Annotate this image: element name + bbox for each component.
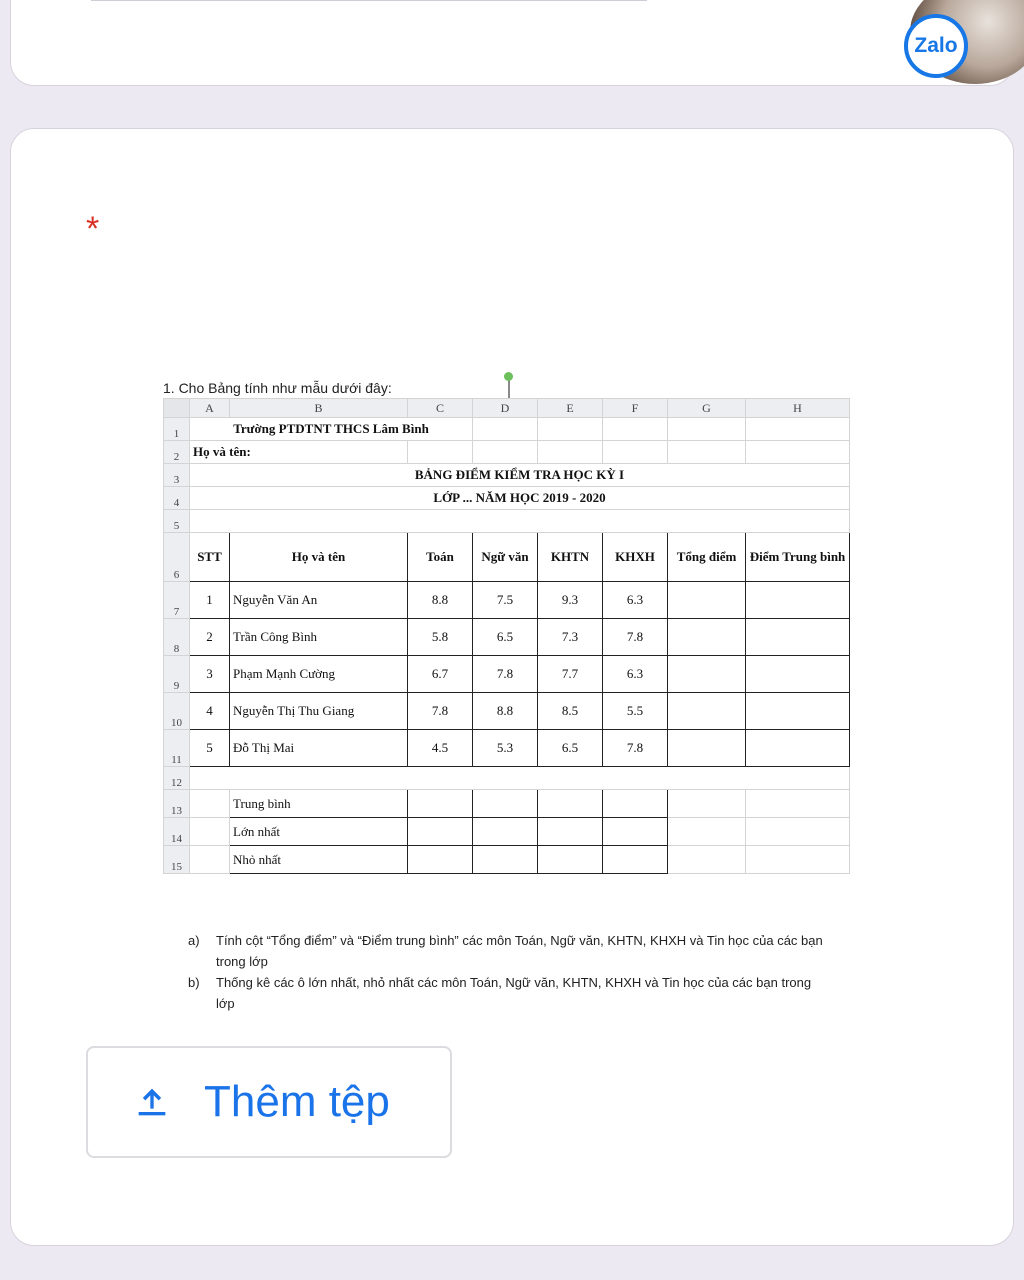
- cell: [746, 441, 850, 464]
- table-row: [164, 582, 850, 619]
- header-cell: STT: [190, 533, 230, 582]
- student-name: Nguyễn Văn An: [230, 582, 408, 619]
- col-header: G: [668, 399, 746, 418]
- sheet-row: [164, 441, 850, 464]
- stt-cell: 5: [190, 730, 230, 767]
- cell: [746, 790, 850, 818]
- cell: [408, 441, 473, 464]
- empty-cell: [473, 790, 538, 818]
- header-cell: Tổng điểm: [668, 533, 746, 582]
- row-number: 8: [164, 619, 190, 656]
- empty-cell: [538, 790, 603, 818]
- name-label: Họ và tên:: [190, 441, 408, 464]
- cell: [668, 418, 746, 441]
- row-number: 7: [164, 582, 190, 619]
- cell: [668, 818, 746, 846]
- empty-cell: [473, 846, 538, 874]
- sheet-title: BẢNG ĐIỂM KIỂM TRA HỌC KỲ I: [190, 464, 850, 487]
- stats-row: [164, 818, 850, 846]
- row-number: 13: [164, 790, 190, 818]
- score-cell: 7.8: [603, 730, 668, 767]
- empty-cell: [603, 818, 668, 846]
- col-header: C: [408, 399, 473, 418]
- row-number: 12: [164, 767, 190, 790]
- stats-row: [164, 790, 850, 818]
- empty-cell: [746, 693, 850, 730]
- row-number: 11: [164, 730, 190, 767]
- col-header: E: [538, 399, 603, 418]
- col-header: A: [190, 399, 230, 418]
- stt-cell: 4: [190, 693, 230, 730]
- empty-cell: [746, 619, 850, 656]
- cell: [603, 418, 668, 441]
- cell: [190, 767, 850, 790]
- cell: [538, 418, 603, 441]
- school-name: Trường PTDTNT THCS Lâm Bình: [190, 418, 473, 441]
- cell: [668, 846, 746, 874]
- score-cell: 6.5: [473, 619, 538, 656]
- cell: [746, 846, 850, 874]
- row-number: 14: [164, 818, 190, 846]
- score-cell: 7.8: [408, 693, 473, 730]
- cell: [190, 846, 230, 874]
- empty-cell: [408, 846, 473, 874]
- empty-cell: [408, 790, 473, 818]
- sheet-caption: 1. Cho Bảng tính như mẫu dưới đây:: [163, 380, 392, 396]
- table-row: [164, 730, 850, 767]
- previous-question-card: [10, 0, 1014, 86]
- sheet-corner: [164, 399, 190, 418]
- zalo-floating-button[interactable]: [902, 0, 1024, 90]
- score-cell: 7.5: [473, 582, 538, 619]
- score-cell: 6.5: [538, 730, 603, 767]
- score-cell: 5.3: [473, 730, 538, 767]
- score-cell: 8.8: [473, 693, 538, 730]
- score-cell: 6.3: [603, 656, 668, 693]
- col-header: D: [473, 399, 538, 418]
- student-name: Phạm Mạnh Cường: [230, 656, 408, 693]
- header-cell: Họ và tên: [230, 533, 408, 582]
- empty-cell: [668, 582, 746, 619]
- header-cell: Điểm Trung bình: [746, 533, 850, 582]
- col-header: B: [230, 399, 408, 418]
- score-cell: 8.8: [408, 582, 473, 619]
- score-cell: 7.8: [603, 619, 668, 656]
- header-cell: Toán: [408, 533, 473, 582]
- cell: [473, 418, 538, 441]
- empty-cell: [668, 656, 746, 693]
- row-number: 6: [164, 533, 190, 582]
- header-cell: KHXH: [603, 533, 668, 582]
- rotate-handle: [504, 372, 513, 381]
- cell: [473, 441, 538, 464]
- row-number: 10: [164, 693, 190, 730]
- cell: [603, 441, 668, 464]
- cell: [746, 818, 850, 846]
- empty-cell: [746, 656, 850, 693]
- cell: [746, 418, 850, 441]
- instructions: [188, 930, 828, 1014]
- required-asterisk: *: [86, 210, 100, 248]
- cell: [190, 790, 230, 818]
- instruction-item: [188, 930, 828, 972]
- cell: [668, 441, 746, 464]
- empty-cell: [668, 693, 746, 730]
- cell: [190, 818, 230, 846]
- score-cell: 7.3: [538, 619, 603, 656]
- stt-cell: 3: [190, 656, 230, 693]
- student-name: Đỗ Thị Mai: [230, 730, 408, 767]
- sheet-row: [164, 487, 850, 510]
- stats-label: Trung bình: [230, 790, 408, 818]
- instruction-text: Thống kê các ô lớn nhất, nhỏ nhất các môn Toán, Ngữ văn, KHTN, KHXH và Tin học của các bạn trong lớp: [216, 975, 812, 1011]
- stt-cell: 2: [190, 619, 230, 656]
- score-cell: 4.5: [408, 730, 473, 767]
- row-number: 1: [164, 418, 190, 441]
- instruction-label: b): [188, 975, 200, 990]
- table-row: [164, 693, 850, 730]
- score-cell: 8.5: [538, 693, 603, 730]
- cell: [668, 790, 746, 818]
- cell: [538, 441, 603, 464]
- score-cell: 5.8: [408, 619, 473, 656]
- empty-cell: [603, 790, 668, 818]
- row-number: 2: [164, 441, 190, 464]
- row-number: 5: [164, 510, 190, 533]
- empty-cell: [668, 619, 746, 656]
- empty-cell: [408, 818, 473, 846]
- empty-cell: [746, 730, 850, 767]
- score-cell: 7.8: [473, 656, 538, 693]
- empty-cell: [668, 730, 746, 767]
- empty-cell: [603, 846, 668, 874]
- row-number: 9: [164, 656, 190, 693]
- col-header: H: [746, 399, 850, 418]
- empty-cell: [473, 818, 538, 846]
- table-row: [164, 656, 850, 693]
- sheet-row: [164, 510, 850, 533]
- student-name: Trần Công Bình: [230, 619, 408, 656]
- score-cell: 9.3: [538, 582, 603, 619]
- header-cell: Ngữ văn: [473, 533, 538, 582]
- stats-row: [164, 846, 850, 874]
- upload-icon: [132, 1082, 172, 1122]
- sheet-row: [164, 767, 850, 790]
- empty-cell: [746, 582, 850, 619]
- row-number: 3: [164, 464, 190, 487]
- table-header-row: [164, 533, 850, 582]
- stt-cell: 1: [190, 582, 230, 619]
- sheet-subtitle: LỚP ... NĂM HỌC 2019 - 2020: [190, 487, 850, 510]
- header-cell: KHTN: [538, 533, 603, 582]
- empty-cell: [538, 818, 603, 846]
- sheet-row: [164, 464, 850, 487]
- zalo-icon[interactable]: Zalo: [904, 14, 968, 78]
- instruction-label: a): [188, 933, 200, 948]
- score-cell: 7.7: [538, 656, 603, 693]
- row-number: 4: [164, 487, 190, 510]
- column-header-row: [164, 399, 850, 418]
- table-row: [164, 619, 850, 656]
- score-cell: 6.7: [408, 656, 473, 693]
- add-file-button[interactable]: [86, 1046, 452, 1158]
- stats-label: Lớn nhất: [230, 818, 408, 846]
- empty-cell: [538, 846, 603, 874]
- sheet-row: [164, 418, 850, 441]
- instruction-item: [188, 972, 828, 1014]
- student-name: Nguyễn Thị Thu Giang: [230, 693, 408, 730]
- stats-label: Nhỏ nhất: [230, 846, 408, 874]
- spreadsheet-image: [163, 398, 850, 874]
- add-file-label: Thêm tệp: [204, 1077, 390, 1126]
- rotate-handle-line: [508, 378, 510, 398]
- cell: [190, 510, 850, 533]
- instruction-text: Tính cột “Tổng điểm” và “Điểm trung bình” các môn Toán, Ngữ văn, KHTN, KHXH và Tin học của các bạn trong lớp: [216, 933, 823, 969]
- col-header: F: [603, 399, 668, 418]
- row-number: 15: [164, 846, 190, 874]
- score-cell: 5.5: [603, 693, 668, 730]
- score-cell: 6.3: [603, 582, 668, 619]
- input-underline[interactable]: [91, 0, 647, 1]
